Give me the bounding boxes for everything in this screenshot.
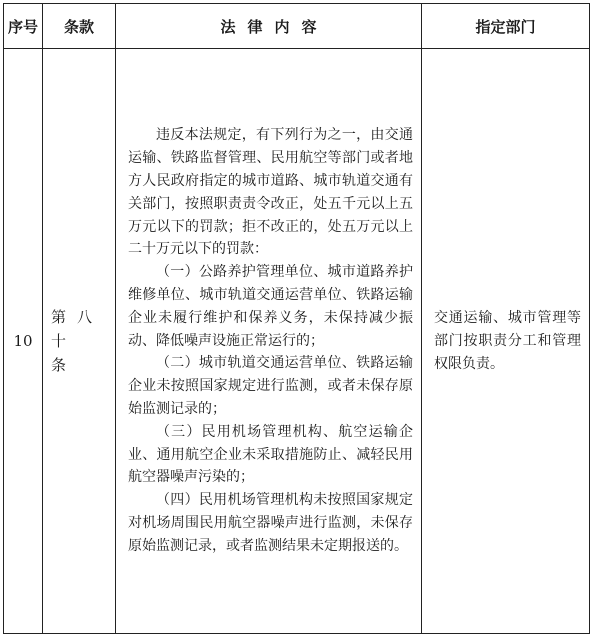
row-number: 10 — [4, 49, 43, 634]
content-paragraph: （二）城市轨道交通运营单位、铁路运输企业未按照国家规定进行监测，或者未保存原始监测记录的； — [128, 355, 413, 417]
content-paragraph: （一）公路养护管理单位、城市道路养护维修单位、城市轨道交通运营单位、铁路运输企业未履行维护和保养义务，未保持减少振动、降低噪声设施正常运行的； — [128, 264, 413, 349]
content-paragraph: （三）民用机场管理机构、航空运输企业、通用航空企业未采取措施防止、减轻民用航空器噪声污染的； — [128, 423, 413, 486]
regulation-table-page — [3, 3, 589, 633]
article-line: 条 — [51, 356, 78, 374]
table-row — [4, 49, 590, 634]
table-header-row — [4, 4, 590, 49]
row-department: 交通运输、城市管理等部门按职责分工和管理权限负责。 — [422, 49, 590, 634]
header-no: 序号 — [4, 4, 43, 49]
article-line: 第八十 — [51, 308, 104, 350]
header-department: 指定部门 — [422, 4, 590, 49]
content-paragraph: 违反本法规定，有下列行为之一，由交通运输、铁路监督管理、民用航空等部门或者地方人民政府指定的城市道路、城市轨道交通有关部门，按照职责责令改正，处五千元以上五万元以下的罚款；拒不改正的，处五万元以上二十万元以下的罚款： — [128, 127, 413, 258]
row-content — [116, 49, 422, 634]
row-article — [43, 49, 116, 634]
regulation-table — [3, 3, 590, 634]
content-paragraph: （四）民用机场管理机构未按照国家规定对机场周围民用航空器噪声进行监测，未保存原始监测记录，或者监测结果未定期报送的。 — [128, 492, 413, 554]
header-article: 条款 — [43, 4, 116, 49]
header-content: 法律内容 — [116, 4, 422, 49]
